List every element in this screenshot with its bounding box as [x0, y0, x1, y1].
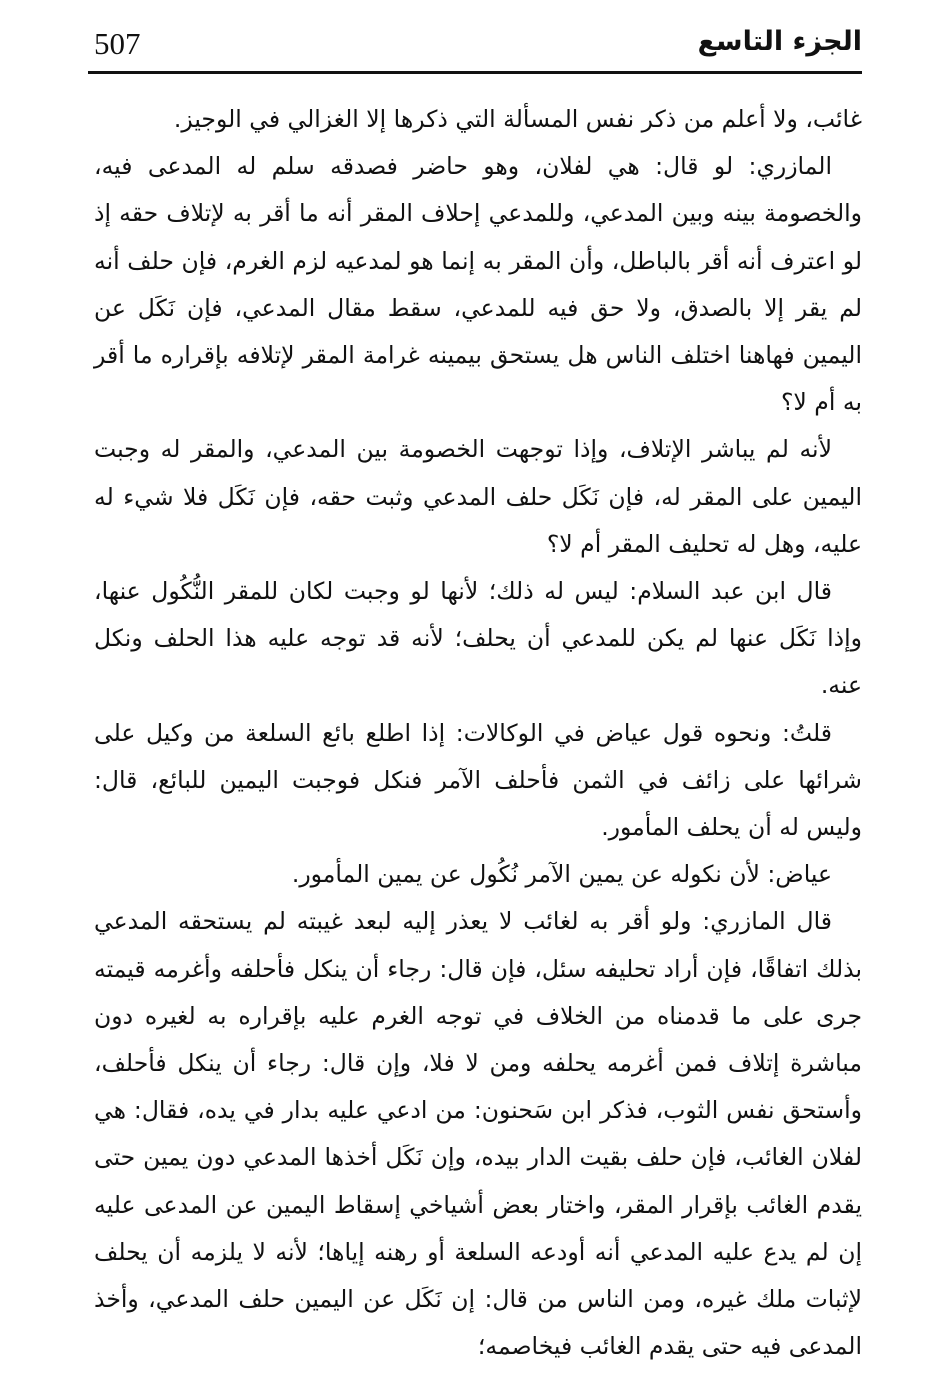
paragraph: المازري: لو قال: هي لفلان، وهو حاضر فصدقه سلم له المدعى فيه، والخصومة بينه وبين المدعي، وللمدعي إحلاف المقر أنه ما أقر به لإتلاف حقه إذ لو اعترف أنه أقر بالباطل، وأن المقر به إنما هو لمدعيه لزم الغرم، فإن حلف أنه لم يقر إلا بالصدق، ولا حق فيه للمدعي، سقط مقال المدعي، فإن نَكَل عن اليمين فهاهنا اختلف الناس هل يستحق بيمينه غرامة المقر لإتلافه بإقراره ما أقر به أم لا؟	[94, 152, 862, 417]
paragraph: قال المازري: ولو أقر به لغائب لا يعذر إليه لبعد غيبته لم يستحقه المدعي بذلك اتفاقًا، فإن أراد تحليفه سئل، فإن قال: رجاء أن ينكل فأحلفه وأغرمه قيمته جرى على ما قدمناه من الخلاف في توجه الغرم عليه بإقراره به لغيره دون مباشرة إتلاف فمن أغرمه يحلفه ومن لا فلا، وإن قال: رجاء أن ينكل فأحلف، وأستحق نفس الثوب، فذكر ابن سَحنون: من ادعي عليه بدار في يده، فقال: هي لفلان الغائب، فإن حلف بقيت الدار بيده، وإن نَكَل أخذها المدعي دون يمين حتى يقدم الغائب بإقرار المقر، واختار بعض أشياخي إسقاط اليمين عن المدعى عليه إن لم يدع عليه المدعي أنه أودعه السلعة أو رهنه إياها؛ لأنه لا يلزمه أن يحلف لإثبات ملك غيره، ومن الناس من قال: إن نَكَل عن اليمين حلف المدعي، وأخذ المدعى فيه حتى يقدم الغائب فيخاصمه؛	[94, 907, 862, 1361]
paragraph: عياض: لأن نكوله عن يمين الآمر نُكُول عن يمين المأمور.	[291, 860, 832, 889]
paragraph: قلتُ: ونحوه قول عياض في الوكالات: إذا اطلع بائع السلعة من وكيل على شرائها على زائف في الثمن فأحلف الآمر فنكل فوجبت اليمين للبائع، قال: وليس له أن يحلف المأمور.	[94, 718, 862, 842]
paragraph: لأنه لم يباشر الإتلاف، وإذا توجهت الخصومة بين المدعي، والمقر له وجبت اليمين على المقر له، فإن نَكَل حلف المدعي وثبت حقه، فإن نَكَل فلا شيء له عليه، وهل له تحليف المقر أم لا؟	[94, 435, 862, 558]
body-text	[94, 96, 862, 1370]
paragraph: غائب، ولا أعلم من ذكر نفس المسألة التي ذكرها إلا الغزالي في الوجيز.	[173, 105, 862, 133]
running-title: الجزء التاسع	[697, 26, 862, 57]
page-header	[88, 22, 862, 74]
paragraph: قال ابن عبد السلام: ليس له ذلك؛ لأنها لو وجبت لكان للمقر النُّكُول عنها، وإذا نَكَل عنها لم يكن للمدعي أن يحلف؛ لأنه قد توجه عليه هذا الحلف ونكل عنه.	[94, 577, 862, 700]
header-rule	[88, 71, 862, 74]
page-number: 507	[94, 26, 141, 61]
